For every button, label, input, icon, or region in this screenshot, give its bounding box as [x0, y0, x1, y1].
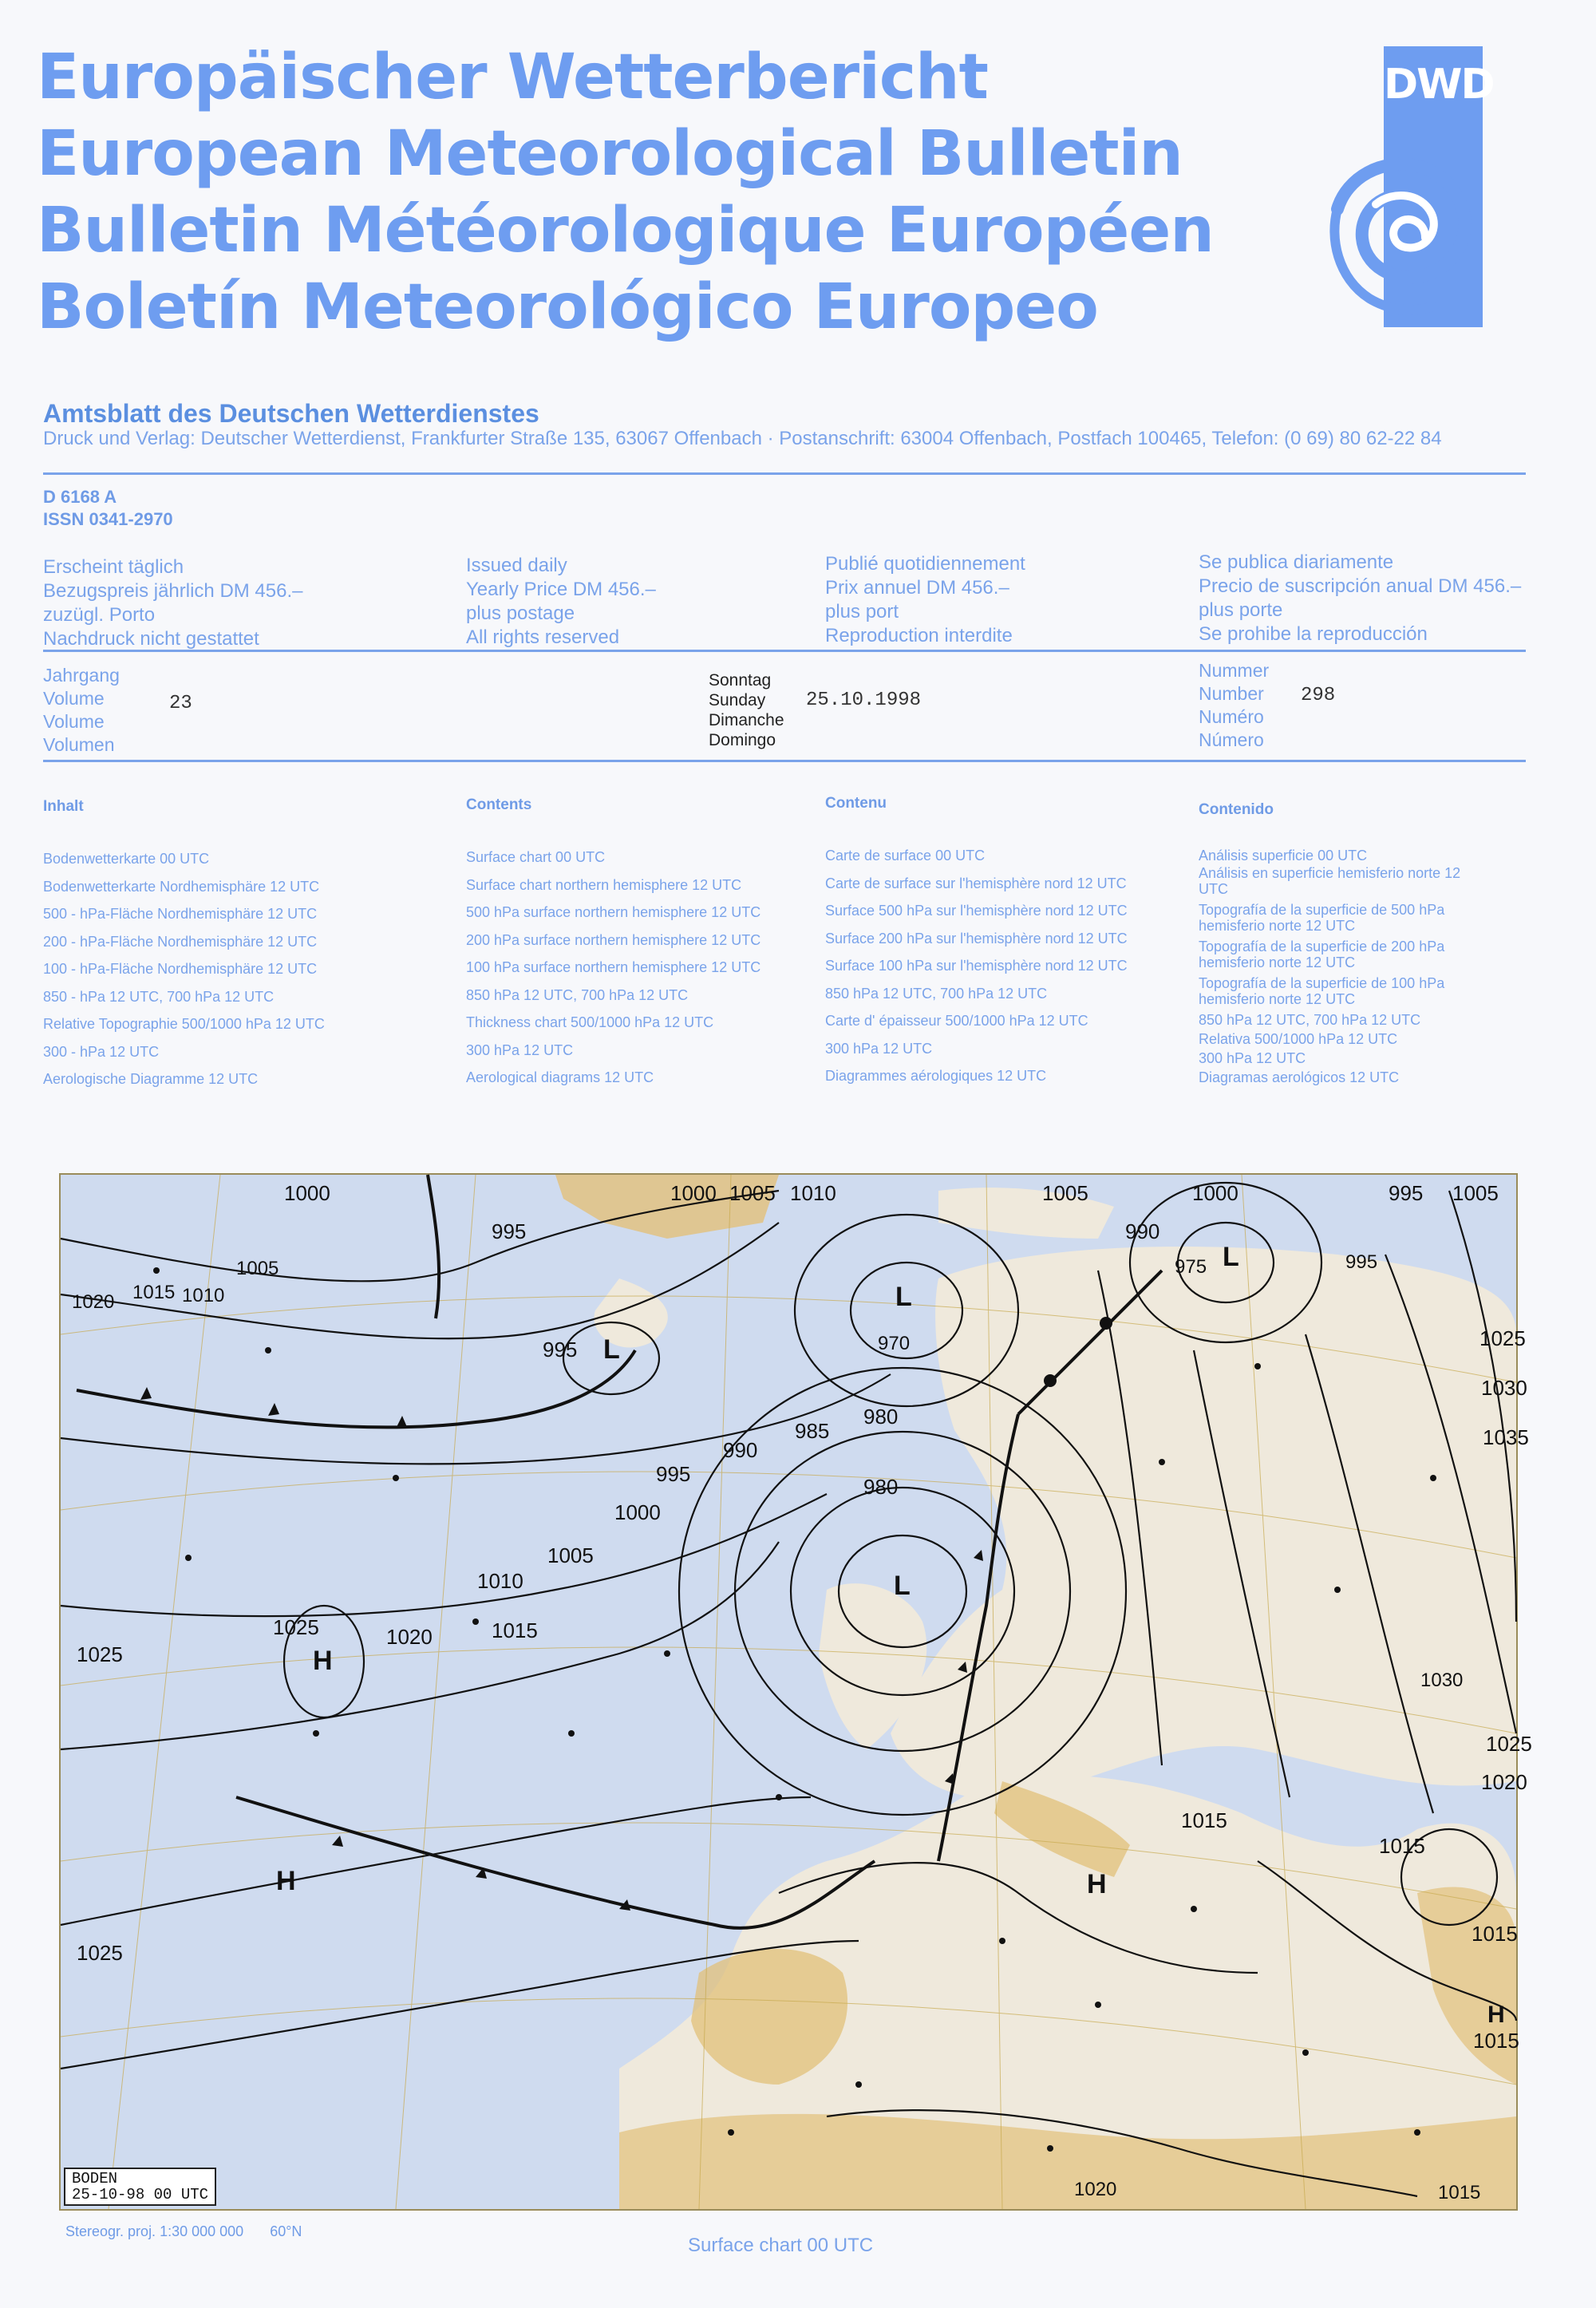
info-line: All rights reserved — [466, 626, 620, 648]
contents-item: Surface 100 hPa sur l'hemisphère nord 12 UTC — [825, 958, 1128, 974]
info-line: Se publica diariamente — [1199, 551, 1394, 573]
volume-value: 23 — [169, 693, 192, 714]
isobar-label: 985 — [795, 1419, 830, 1443]
isobar-label: 980 — [863, 1475, 899, 1499]
info-line: zuzügl. Porto — [43, 604, 156, 626]
info-line: Reproduction interdite — [825, 625, 1013, 646]
issn: ISSN 0341-2970 — [43, 509, 173, 529]
isobar-label: 1025 — [1479, 1326, 1526, 1350]
contents-item: 200 hPa surface northern hemisphere 12 UTC — [466, 931, 761, 948]
contents-item: Análisis superficie 00 UTC — [1199, 848, 1368, 864]
contents-item: Bodenwetterkarte 00 UTC — [43, 851, 210, 867]
contents-item: Surface chart northern hemisphere 12 UTC — [466, 876, 742, 893]
contents-item: 100 hPa surface northern hemisphere 12 UTC — [466, 959, 761, 975]
day-labels — [709, 670, 784, 750]
isobar-label: 1020 — [72, 1291, 115, 1313]
publisher-line: Druck und Verlag: Deutscher Wetterdienst, Frankfurter Straße 135, 63067 Offenbach · Postanschrift: 63004 Offenbach, Postfach 100465, Telefon: (0 69) 80 62-22 84 — [43, 428, 1442, 449]
info-line: Se prohibe la reproducción — [1199, 623, 1428, 645]
dwd-logo — [1384, 46, 1494, 327]
day-label: Dimanche — [709, 711, 784, 729]
info-column-es — [1199, 551, 1521, 646]
isobar-label: 1005 — [547, 1543, 594, 1567]
contents-heading-en: Contents — [466, 796, 532, 813]
contents-item: 300 hPa 12 UTC — [825, 1040, 933, 1057]
latitude-note: 60°N — [270, 2223, 302, 2239]
map-stamp-date: 25-10-98 00 UTC — [72, 2186, 209, 2203]
isobar-label: 1000 — [284, 1181, 330, 1205]
isobar-label: 1000 — [670, 1181, 717, 1205]
info-column-de — [43, 555, 303, 651]
isobar-label: 1015 — [492, 1618, 538, 1642]
info-line: Issued daily — [466, 555, 567, 576]
contents-heading-de: Inhalt — [43, 798, 84, 815]
title-english: European Meteorological Bulletin — [37, 118, 1183, 190]
title-french: Bulletin Météorologique Européen — [37, 195, 1214, 267]
contents-item: Topografía de la superficie de 500 hPa hemisferio norte 12 UTC — [1199, 902, 1445, 934]
contents-item: Topografía de la superficie de 100 hPa hemisferio norte 12 UTC — [1199, 975, 1445, 1007]
high-pressure-center: H — [276, 1866, 296, 1896]
isobar-label: 1010 — [477, 1569, 523, 1593]
high-pressure-center: H — [313, 1646, 333, 1676]
low-pressure-center: L — [894, 1571, 911, 1601]
volume-label: Volumen — [43, 734, 115, 755]
low-pressure-center: L — [895, 1282, 912, 1312]
contents-item: Relative Topographie 500/1000 hPa 12 UTC — [43, 1016, 325, 1032]
contents-item: 100 - hPa-Fläche Nordhemisphäre 12 UTC — [43, 961, 318, 977]
contents-item: Diagramas aerológicos 12 UTC — [1199, 1069, 1400, 1085]
info-line: plus postage — [466, 603, 575, 624]
isobar-label: 1000 — [1192, 1181, 1238, 1205]
isobar-label: 1015 — [1473, 2029, 1519, 2053]
info-line: Prix annuel DM 456.– — [825, 577, 1009, 599]
map-caption: Surface chart 00 UTC — [688, 2235, 874, 2256]
contents-list-de — [43, 851, 325, 1099]
number-label: Number — [1199, 683, 1264, 704]
divider — [43, 650, 1526, 652]
day-label: Domingo — [709, 731, 776, 749]
isobar-label: 995 — [656, 1462, 691, 1486]
spiral-icon — [1306, 142, 1497, 334]
isobar-label: 995 — [1389, 1181, 1424, 1205]
isobar-label: 1005 — [1452, 1181, 1499, 1205]
isobar-label: 975 — [1175, 1256, 1207, 1278]
map-stamp-title: BODEN — [72, 2170, 118, 2187]
info-line: Yearly Price DM 456.– — [466, 579, 656, 600]
isobar-label: 990 — [723, 1438, 758, 1462]
isobar-label: 1015 — [132, 1282, 176, 1303]
info-line: Nachdruck nicht gestattet — [43, 628, 259, 650]
contents-list-en — [466, 849, 760, 1097]
info-column-en — [466, 554, 656, 650]
volume-label: Volume — [43, 688, 105, 709]
info-column-fr — [825, 552, 1025, 648]
number-labels — [1199, 659, 1269, 752]
contents-item: Relativa 500/1000 hPa 12 UTC — [1199, 1031, 1398, 1047]
info-line: Erscheint täglich — [43, 556, 184, 578]
contents-item: Aerologische Diagramme 12 UTC — [43, 1071, 259, 1087]
title-spanish: Boletín Meteorológico Europeo — [37, 271, 1098, 343]
contents-item: 500 - hPa-Fläche Nordhemisphäre 12 UTC — [43, 906, 318, 922]
contents-item: Carte de surface sur l'hemisphère nord 12 UTC — [825, 875, 1127, 891]
contents-item: Diagrammes aérologiques 12 UTC — [825, 1068, 1047, 1084]
volume-labels — [43, 664, 120, 757]
isobar-label: 1005 — [1042, 1181, 1088, 1205]
contents-heading-es: Contenido — [1199, 801, 1274, 818]
isobar-label: 995 — [543, 1338, 578, 1361]
contents-item: 300 - hPa 12 UTC — [43, 1043, 160, 1060]
map-stamp — [64, 2168, 216, 2206]
isobar-label: 1000 — [614, 1500, 661, 1524]
isobar-label: 1025 — [77, 1941, 123, 1965]
isobar-label: 1020 — [1481, 1770, 1527, 1794]
isobar-label: 1030 — [1481, 1376, 1527, 1400]
high-pressure-center: H — [1087, 1869, 1107, 1899]
day-label: Sonntag — [709, 671, 772, 690]
divider — [43, 760, 1526, 762]
isobar-label: 995 — [1345, 1251, 1378, 1273]
divider — [43, 472, 1526, 475]
contents-item: 500 hPa surface northern hemisphere 12 UTC — [466, 904, 761, 920]
low-pressure-center: L — [603, 1334, 620, 1365]
projection-scale: Stereogr. proj. 1:30 000 000 — [65, 2223, 244, 2239]
isobar-label: 1015 — [1181, 1808, 1227, 1832]
contents-item: Surface 200 hPa sur l'hemisphère nord 12 UTC — [825, 930, 1128, 947]
issue-number: 298 — [1301, 685, 1336, 706]
contents-item: 850 hPa 12 UTC, 700 hPa 12 UTC — [825, 985, 1048, 1002]
number-label: Número — [1199, 729, 1264, 750]
isobar-label: 1025 — [77, 1642, 123, 1666]
contents-item: Aerological diagrams 12 UTC — [466, 1069, 654, 1085]
surface-chart-map — [59, 1173, 1532, 2211]
isobar-label: 1005 — [729, 1181, 776, 1205]
info-line: plus port — [825, 601, 899, 622]
number-label: Nummer — [1199, 660, 1270, 681]
info-line: Bezugspreis jährlich DM 456.– — [43, 580, 303, 602]
isobar-label: 1025 — [1486, 1732, 1532, 1756]
contents-item: 300 hPa 12 UTC — [466, 1041, 574, 1058]
isobar-label: 995 — [492, 1219, 527, 1243]
contents-item: 850 - hPa 12 UTC, 700 hPa 12 UTC — [43, 988, 275, 1005]
contents-list-es — [1199, 848, 1486, 1089]
volume-label: Volume — [43, 711, 105, 732]
isobar-label: 1010 — [790, 1181, 836, 1205]
map-drawing — [61, 1175, 1516, 2209]
info-line: Publié quotidiennement — [825, 553, 1025, 575]
volume-label: Jahrgang — [43, 665, 120, 686]
contents-item: Surface 500 hPa sur l'hemisphère nord 12 UTC — [825, 903, 1128, 919]
low-pressure-center: L — [1223, 1242, 1239, 1272]
isobar-label: 1015 — [1438, 2182, 1481, 2203]
d-number: D 6168 A — [43, 487, 117, 507]
contents-heading-fr: Contenu — [825, 795, 887, 812]
isobar-label: 990 — [1125, 1219, 1160, 1243]
isobar-label: 1025 — [273, 1615, 319, 1639]
projection-note — [65, 2223, 302, 2240]
contents-item: Bodenwetterkarte Nordhemisphäre 12 UTC — [43, 878, 320, 895]
isobar-label: 980 — [863, 1405, 899, 1429]
contents-item: 850 hPa 12 UTC, 700 hPa 12 UTC — [1199, 1012, 1421, 1028]
contents-item: Carte de surface 00 UTC — [825, 848, 986, 864]
number-label: Numéro — [1199, 706, 1264, 727]
contents-item: Surface chart 00 UTC — [466, 849, 606, 865]
info-line: Precio de suscripción anual DM 456.– — [1199, 575, 1522, 597]
land-masses — [555, 1175, 1516, 2209]
contents-list-fr — [825, 848, 1128, 1096]
day-label: Sunday — [709, 691, 766, 709]
contents-item: 300 hPa 12 UTC — [1199, 1050, 1306, 1066]
isobar-label: 1015 — [1472, 1922, 1518, 1946]
contents-item: Topografía de la superficie de 200 hPa hemisferio norte 12 UTC — [1199, 939, 1445, 970]
logo-text: DWD — [1384, 61, 1494, 109]
isobar-label: 1020 — [386, 1625, 433, 1649]
contents-item: Análisis en superficie hemisferio norte 12 UTC — [1199, 865, 1461, 897]
isobar-label: 1010 — [182, 1285, 225, 1306]
official-gazette: Amtsblatt des Deutschen Wetterdienstes — [43, 399, 539, 428]
contents-item: Thickness chart 500/1000 hPa 12 UTC — [466, 1014, 714, 1030]
isobar-label: 1035 — [1483, 1425, 1529, 1449]
title-german: Europäischer Wetterbericht — [37, 41, 988, 113]
high-pressure-center: H — [1487, 2002, 1505, 2028]
isobar-label: 1030 — [1420, 1670, 1464, 1691]
info-line: plus porte — [1199, 599, 1283, 621]
contents-item: Carte d' épaisseur 500/1000 hPa 12 UTC — [825, 1013, 1088, 1029]
isobar-label: 970 — [878, 1333, 911, 1354]
issue-date: 25.10.1998 — [806, 690, 922, 711]
isobar-label: 1020 — [1074, 2179, 1117, 2200]
isobar-label: 1015 — [1379, 1834, 1425, 1858]
isobar-label: 1005 — [236, 1258, 279, 1279]
contents-item: 850 hPa 12 UTC, 700 hPa 12 UTC — [466, 986, 689, 1003]
contents-item: 200 - hPa-Fläche Nordhemisphäre 12 UTC — [43, 933, 318, 950]
